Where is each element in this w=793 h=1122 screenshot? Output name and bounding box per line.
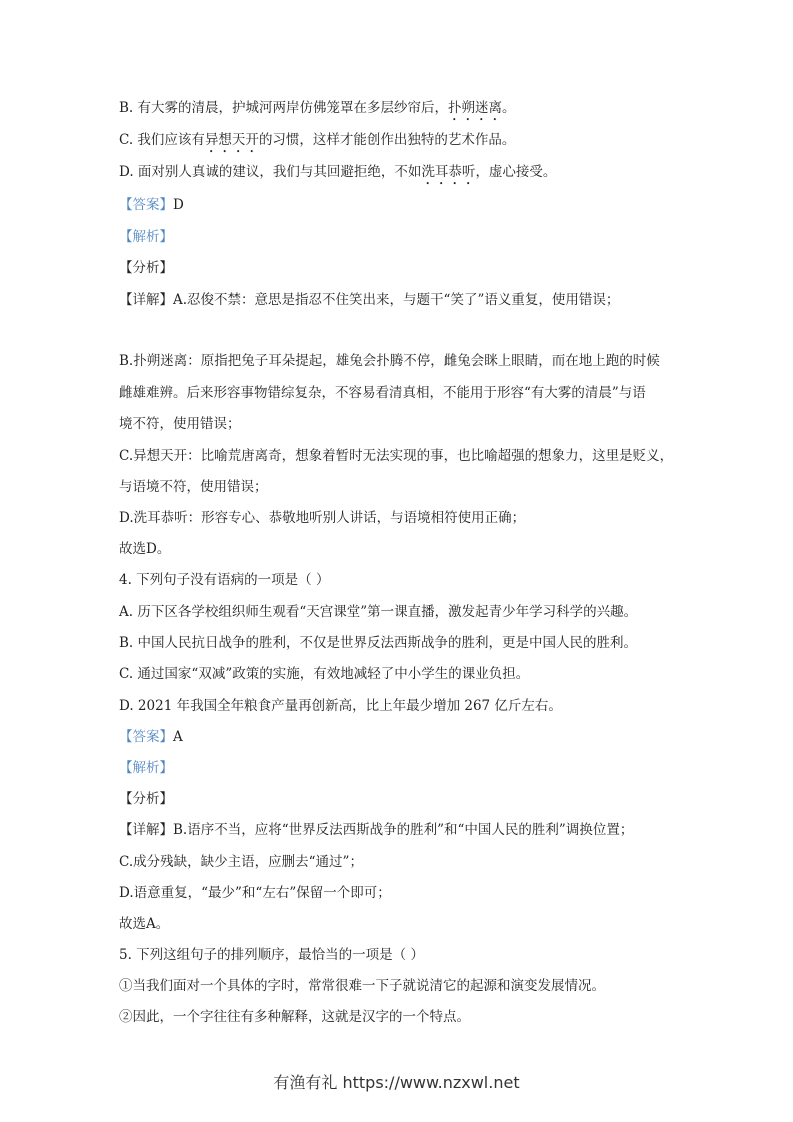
- option-text: D. 面对别人真诚的建议，我们与其回避拒绝，不如: [119, 164, 422, 180]
- emphasized-phrase: 扑朔迷离: [448, 100, 503, 116]
- q4-fenxi: 【分析】: [119, 791, 173, 807]
- q4-question: 4. 下列句子没有语病的一项是（ ）: [119, 572, 330, 588]
- q3-detail-line: B.扑朔迷离：原指把兔子耳朵提起，雄兔会扑腾不停，雌兔会眯上眼睛，而在地上跑的时候: [119, 353, 660, 369]
- answer-value: A: [173, 729, 183, 745]
- q4-answer: [119, 728, 183, 746]
- q3-detail-line: 雌雄难辨。后来形容事物错综复杂，不容易看清真相，不能用于形容“有大雾的清晨”与语: [119, 385, 646, 401]
- option-text: B. 有大雾的清晨，护城河两岸仿佛笼罩在多层纱帘后，: [119, 100, 449, 116]
- answer-label: 【答案】: [119, 197, 173, 213]
- emphasized-phrase: 异想天开: [204, 132, 259, 148]
- detail-label: 【详解】: [119, 292, 173, 308]
- q5-sentence-2: ②因此，一个字往往有多种解释，这就是汉字的一个特点。: [119, 1009, 470, 1025]
- q3-conclusion: 故选D。: [119, 541, 171, 557]
- q3-option-c: [119, 131, 515, 156]
- detail-text: A.忍俊不禁：意思是指忍不住笑出来，与题干“笑了”语义重复，使用错误；: [173, 292, 620, 308]
- q5-sentence-1: ①当我们面对一个具体的字时，常常很难一下子就说清它的起源和演变发展情况。: [119, 978, 605, 994]
- q4-conclusion: 故选A。: [119, 916, 170, 932]
- detail-text: B.语序不当，应将“世界反法西斯战争的胜利”和“中国人民的胜利”调换位置；: [173, 822, 634, 838]
- footer-watermark: 有渔有礼 https://www.nzxwl.net: [273, 1073, 520, 1092]
- q4-jiexi: 【解析】: [119, 760, 173, 776]
- q3-detail-line: 境不符，使用错误；: [119, 416, 241, 432]
- q3-jiexi: 【解析】: [119, 229, 173, 245]
- q4-option-b: B. 中国人民抗日战争的胜利，不仅是世界反法西斯战争的胜利，更是中国人民的胜利。: [119, 635, 638, 651]
- q3-detail-line: 与语境不符，使用错误；: [119, 479, 268, 495]
- option-text: C. 我们应该有: [119, 132, 205, 148]
- answer-value: D: [173, 197, 184, 213]
- q4-detail: [119, 821, 633, 839]
- q4-detail-line: C.成分残缺，缺少主语，应删去“通过”；: [119, 854, 363, 870]
- q4-option-a: A. 历下区各学校组织师生观看“天宫课堂”第一课直播，激发起青少年学习科学的兴趣。: [119, 604, 638, 620]
- option-text: 。: [502, 100, 516, 116]
- q3-fenxi: 【分析】: [119, 260, 173, 276]
- q3-option-d: [119, 163, 556, 188]
- q4-detail-line: D.语意重复，“最少”和“左右”保留一个即可；: [119, 885, 391, 901]
- q4-option-c: C. 通过国家“双减”政策的实施，有效地减轻了中小学生的课业负担。: [119, 666, 530, 682]
- option-text: 的习惯，这样才能创作出独特的艺术作品。: [258, 132, 516, 148]
- emphasized-phrase: 洗耳恭听: [421, 164, 476, 180]
- option-text: ，虚心接受。: [475, 164, 557, 180]
- q3-detail-line: D.洗耳恭听：形容专心、恭敬地听别人讲话，与语境相符使用正确；: [119, 510, 526, 526]
- q5-question: 5. 下列这组句子的排列顺序，最恰当的一项是（ ）: [119, 947, 424, 963]
- q3-option-b: [119, 99, 516, 124]
- q4-option-d: D. 2021 年我国全年粮食产量再创新高，比上年最少增加 267 亿斤左右。: [119, 698, 562, 714]
- answer-label: 【答案】: [119, 729, 173, 745]
- q3-detail-line: C.异想天开：比喻荒唐离奇，想象着暂时无法实现的事，也比喻超强的想象力，这里是贬义，: [119, 448, 674, 464]
- q3-answer: [119, 196, 184, 214]
- q3-detail: [119, 291, 619, 309]
- detail-label: 【详解】: [119, 822, 173, 838]
